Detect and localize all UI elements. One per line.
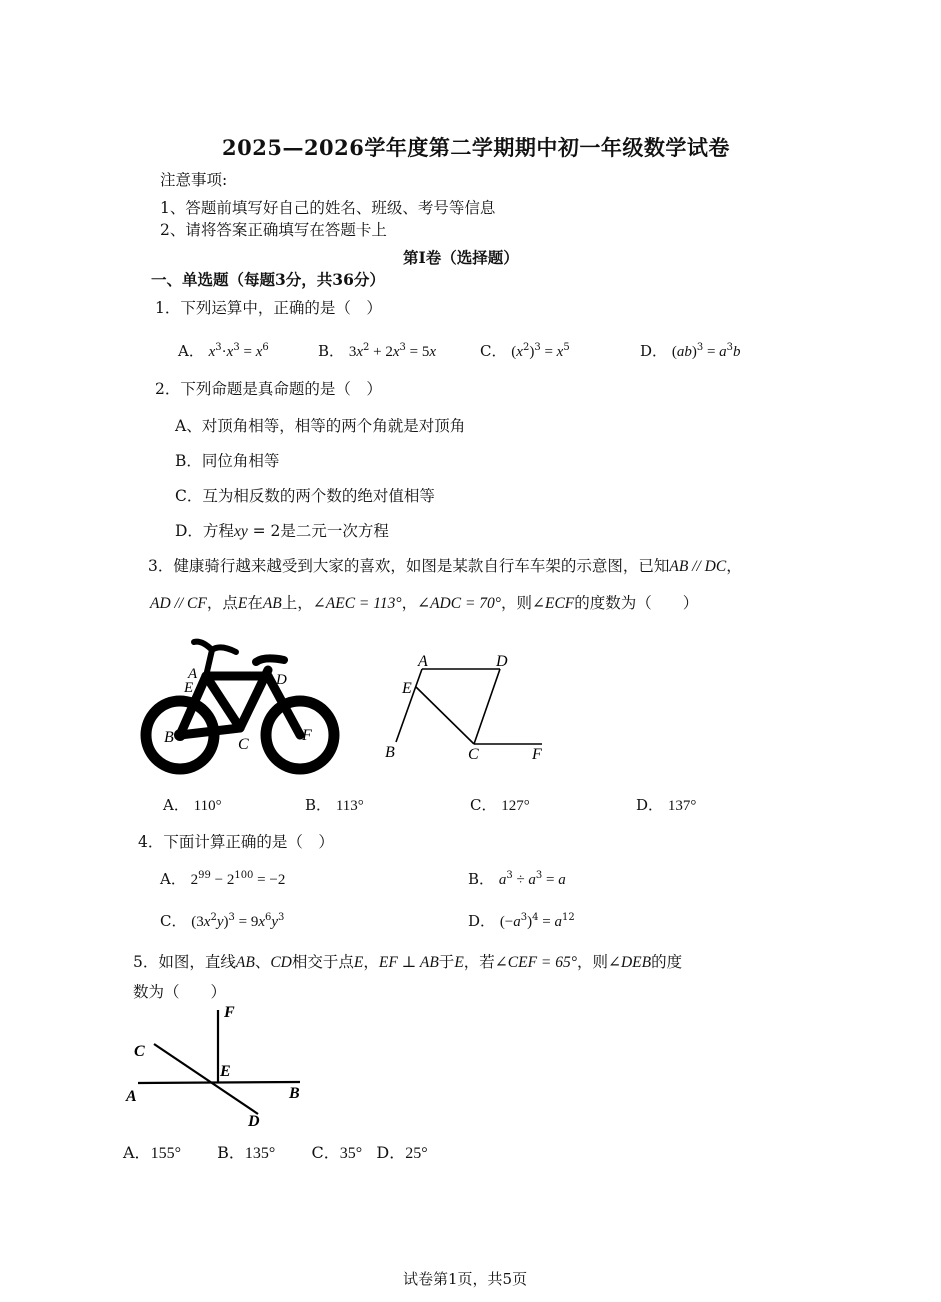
exponent: 6 bbox=[265, 912, 272, 923]
math-term: x bbox=[392, 344, 400, 360]
q2-option-a: A、对顶角相等，相等的两个角就是对顶角 bbox=[175, 417, 466, 435]
q1-option-a bbox=[178, 340, 269, 361]
stem-text: ， bbox=[363, 953, 379, 971]
math-operator: ) bbox=[691, 344, 697, 360]
math-term: 3 bbox=[348, 344, 357, 360]
exponent: 3 bbox=[726, 342, 734, 353]
math-term: ab bbox=[676, 344, 692, 360]
bike-label-d: D bbox=[276, 672, 287, 688]
option-value: 127° bbox=[501, 798, 530, 814]
exponent: 5 bbox=[563, 342, 570, 353]
q3-option-b bbox=[305, 794, 364, 815]
q3-stem-line2 bbox=[150, 591, 698, 613]
exponent: 99 bbox=[198, 870, 211, 881]
label-b: B bbox=[289, 1085, 300, 1102]
volume-title: 第Ⅰ卷（选择题） bbox=[403, 248, 519, 267]
diagram-label-a: A bbox=[418, 653, 428, 670]
math-term: ∠AEC = 113° bbox=[312, 595, 402, 612]
math-term: x bbox=[258, 914, 265, 930]
q5-option-b bbox=[217, 1143, 275, 1162]
label-c: C bbox=[134, 1043, 145, 1060]
frame-diagram bbox=[378, 650, 558, 762]
exponent: 100 bbox=[234, 870, 254, 881]
math-term: x bbox=[429, 344, 437, 360]
math-operator: − bbox=[210, 872, 227, 888]
q2-option-d bbox=[175, 519, 389, 541]
exponent: 3 bbox=[535, 870, 543, 881]
q5-option-d bbox=[376, 1143, 427, 1162]
bike-chain-stay bbox=[180, 728, 240, 735]
math-operator: ) bbox=[529, 344, 535, 360]
option-value: 155° bbox=[150, 1145, 181, 1162]
math-operator: ÷ bbox=[512, 872, 529, 888]
stem-text: 相交于点 bbox=[291, 953, 354, 971]
math-term: a bbox=[558, 872, 566, 888]
option-letter: A． bbox=[160, 870, 186, 888]
bike-rear-hub bbox=[174, 729, 186, 741]
stem-text: ， bbox=[726, 557, 742, 575]
stem-text: ，则 bbox=[576, 953, 608, 971]
math-term: ∠DEB bbox=[607, 954, 652, 971]
intersecting-lines-figure bbox=[120, 1000, 320, 1130]
math-term: x bbox=[226, 344, 234, 360]
math-term: x bbox=[356, 344, 363, 360]
math-operator: = bbox=[703, 344, 720, 360]
stem-text: 的度数为（ ） bbox=[574, 594, 699, 612]
exponent: 3 bbox=[215, 342, 222, 353]
q1-option-c bbox=[480, 340, 570, 361]
option-value: 35° bbox=[339, 1145, 363, 1162]
q5-option-c bbox=[312, 1143, 363, 1162]
option-value: 25° bbox=[405, 1145, 428, 1162]
math-term: a bbox=[513, 914, 521, 930]
option-value: 135° bbox=[244, 1145, 276, 1162]
math-operator: = bbox=[542, 872, 559, 888]
math-operator: · bbox=[221, 344, 227, 360]
exam-title: 2025—2026学年度第二学期期中初一年级数学试卷 bbox=[222, 135, 730, 160]
exponent: 3 bbox=[233, 342, 240, 353]
exponent: 3 bbox=[520, 912, 528, 923]
exponent: 4 bbox=[532, 912, 539, 923]
exponent: 6 bbox=[262, 342, 269, 353]
bike-label-b: B bbox=[164, 729, 174, 746]
math-term: E bbox=[237, 595, 248, 612]
diagram-label-b: B bbox=[385, 744, 395, 761]
note-item-1: 1、答题前填写好自己的姓名、班级、考号等信息 bbox=[160, 199, 496, 217]
exponent: 2 bbox=[362, 342, 370, 353]
diagram-label-c: C bbox=[468, 746, 479, 762]
math-term: E bbox=[454, 954, 464, 971]
q2-option-c: C．互为相反数的两个数的绝对值相等 bbox=[175, 487, 435, 505]
math-term: a bbox=[719, 344, 727, 360]
stem-text: 上， bbox=[281, 594, 313, 612]
q3-stem-line1 bbox=[148, 554, 742, 576]
label-d: D bbox=[248, 1113, 260, 1130]
math-term: AB // DC bbox=[669, 558, 727, 575]
math-operator: ) bbox=[527, 914, 533, 930]
bicycle-figure bbox=[140, 622, 350, 782]
q2-option-b: B．同位角相等 bbox=[175, 452, 280, 470]
diagram-label-e: E bbox=[402, 680, 412, 697]
option-letter: B． bbox=[468, 870, 495, 888]
bike-seat bbox=[256, 658, 284, 662]
option-letter: B． bbox=[217, 1143, 245, 1162]
option-letter: A． bbox=[163, 796, 189, 814]
math-operator: ( bbox=[671, 344, 677, 360]
option-value: 113° bbox=[335, 798, 364, 814]
segment-ec bbox=[416, 687, 474, 744]
bike-label-a: A bbox=[188, 666, 198, 682]
exponent: 2 bbox=[522, 342, 530, 353]
math-operator: = bbox=[239, 344, 256, 360]
q3-option-a bbox=[163, 794, 222, 815]
frame-lines bbox=[396, 669, 542, 744]
stem-text: 的度 bbox=[651, 953, 683, 971]
q4-option-a bbox=[160, 868, 285, 889]
math-operator: ) bbox=[223, 914, 229, 930]
option-letter: A． bbox=[123, 1143, 151, 1162]
option-letter: C． bbox=[160, 912, 187, 930]
stem-text: ， bbox=[401, 594, 418, 612]
math-term: (− bbox=[499, 914, 514, 930]
q3-option-d bbox=[636, 794, 696, 815]
bike-label-f: F bbox=[302, 727, 312, 744]
option-letter: A． bbox=[178, 342, 204, 360]
math-term: x bbox=[203, 914, 211, 930]
math-term: AD // CF bbox=[150, 595, 207, 612]
q2-stem: 2．下列命题是真命题的是（ ） bbox=[155, 380, 382, 398]
math-term: y bbox=[216, 914, 224, 930]
q5-option-a bbox=[123, 1143, 181, 1162]
option-letter: D． bbox=[636, 796, 664, 814]
q4-option-c bbox=[160, 910, 284, 931]
option-letter: D． bbox=[640, 342, 668, 360]
math-term: ∠CEF = 65° bbox=[494, 954, 577, 971]
notes-heading: 注意事项: bbox=[160, 171, 228, 189]
option-text: D．方程 bbox=[175, 522, 234, 540]
stem-text: ，则 bbox=[501, 594, 533, 612]
math-term: xy bbox=[233, 523, 248, 540]
math-term: ∠ADC = 70° bbox=[417, 595, 501, 612]
option-value: 110° bbox=[193, 798, 222, 814]
option-letter: C． bbox=[311, 1143, 340, 1162]
math-operator: = −2 bbox=[253, 872, 286, 888]
label-a: A bbox=[126, 1088, 137, 1105]
q1-stem: 1．下列运算中，正确的是（ ） bbox=[155, 299, 382, 317]
math-term: (3 bbox=[191, 914, 204, 930]
option-letter: C． bbox=[470, 796, 497, 814]
option-text: = 2是二元一次方程 bbox=[247, 522, 389, 540]
option-letter: D． bbox=[376, 1143, 406, 1162]
bike-handlebar bbox=[194, 642, 236, 676]
math-term: a bbox=[498, 872, 507, 888]
q4-option-d bbox=[468, 910, 575, 931]
math-operator: = 9 bbox=[234, 914, 259, 930]
option-letter: B． bbox=[318, 342, 345, 360]
option-letter: C． bbox=[480, 342, 507, 360]
q5-options bbox=[123, 1140, 428, 1163]
exponent: 3 bbox=[399, 342, 406, 353]
q3-option-c bbox=[470, 794, 530, 815]
q4-option-b bbox=[468, 868, 566, 889]
label-e: E bbox=[220, 1063, 231, 1080]
math-operator: + 2 bbox=[369, 344, 393, 360]
bike-label-c: C bbox=[238, 736, 249, 753]
diagram-label-f: F bbox=[532, 746, 542, 762]
math-term: E bbox=[353, 954, 364, 971]
q5-stem-line2: 数为（ ） bbox=[133, 983, 227, 1001]
exponent: 3 bbox=[278, 912, 285, 923]
math-term: x bbox=[556, 344, 564, 360]
stem-text: 在 bbox=[247, 594, 263, 612]
exponent: 3 bbox=[696, 342, 704, 353]
math-term: y bbox=[271, 914, 279, 930]
figure-lines bbox=[138, 1010, 300, 1114]
math-term: CD bbox=[270, 954, 292, 971]
exponent: 3 bbox=[228, 912, 235, 923]
stem-text: 5．如图，直线 bbox=[133, 953, 236, 971]
page-footer: 试卷第1页，共5页 bbox=[403, 1270, 528, 1288]
q1-option-b bbox=[318, 340, 436, 361]
math-term: x bbox=[516, 344, 523, 360]
q1-option-d bbox=[640, 340, 741, 361]
option-value: 137° bbox=[667, 798, 697, 814]
exponent: 12 bbox=[562, 912, 575, 923]
math-term: a bbox=[554, 914, 562, 930]
math-term: x bbox=[208, 344, 216, 360]
exponent: 3 bbox=[534, 342, 541, 353]
option-letter: D． bbox=[468, 912, 496, 930]
q4-stem: 4．下面计算正确的是（ ） bbox=[138, 833, 334, 851]
section-title: 一、单选题（每题3分，共36分） bbox=[151, 270, 385, 289]
math-operator: ( bbox=[511, 344, 517, 360]
math-term: a bbox=[528, 872, 536, 888]
stem-text: ，若 bbox=[463, 953, 495, 971]
stem-text: ，点 bbox=[206, 594, 238, 612]
option-letter: B． bbox=[305, 796, 332, 814]
stem-text: 3．健康骑行越来越受到大家的喜欢，如图是某款自行车车架的示意图，已知 bbox=[148, 557, 670, 575]
stem-text: 于 bbox=[438, 953, 455, 971]
math-operator: = bbox=[540, 344, 557, 360]
diagram-label-d: D bbox=[496, 653, 508, 670]
math-term: AB bbox=[235, 954, 255, 971]
math-operator: = bbox=[538, 914, 555, 930]
math-term: b bbox=[733, 344, 741, 360]
math-term: EF ⊥ AB bbox=[378, 954, 439, 971]
math-term: x bbox=[255, 344, 263, 360]
segment-dc bbox=[474, 669, 500, 744]
math-term: ∠ECF bbox=[532, 595, 575, 612]
exponent: 2 bbox=[210, 912, 217, 923]
exponent: 3 bbox=[506, 870, 513, 881]
math-term: 2 bbox=[190, 872, 199, 888]
q5-stem-line1 bbox=[133, 950, 682, 972]
math-operator: = 5 bbox=[405, 344, 430, 360]
line-cd bbox=[154, 1044, 258, 1114]
bike-label-e: E bbox=[184, 680, 194, 696]
stem-text: 、 bbox=[254, 953, 271, 971]
note-item-2: 2、请将答案正确填写在答题卡上 bbox=[160, 221, 387, 239]
math-term: AB bbox=[262, 595, 282, 612]
math-term: 2 bbox=[226, 872, 235, 888]
label-f: F bbox=[224, 1004, 235, 1021]
